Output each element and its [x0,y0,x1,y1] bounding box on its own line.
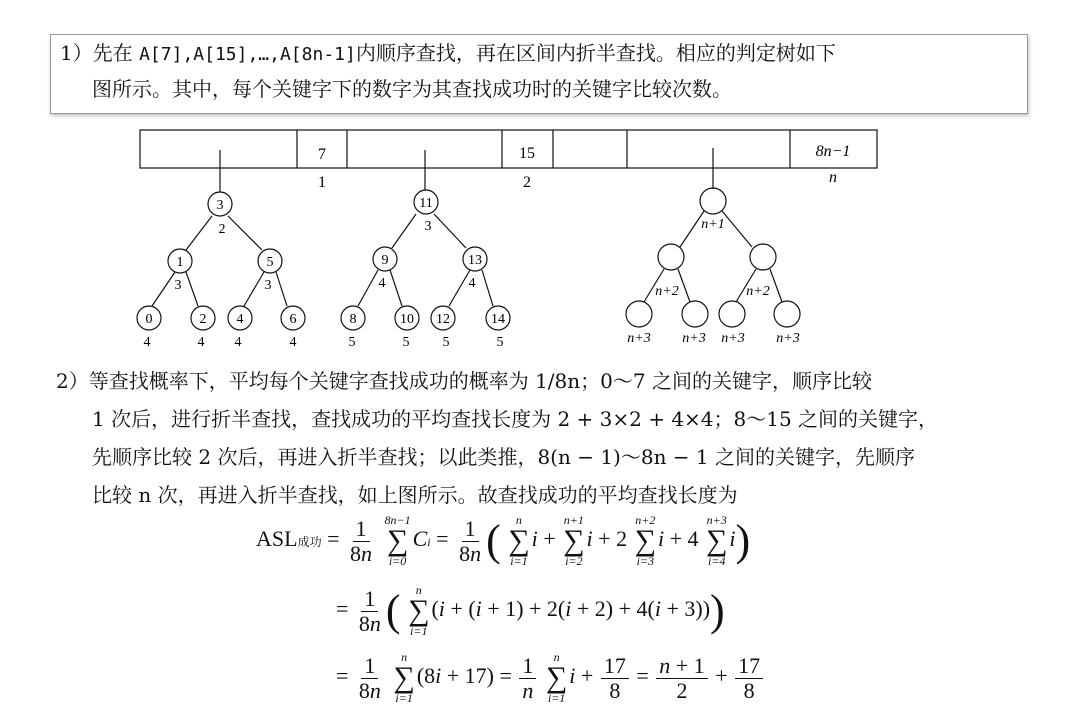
tree1-left-count: 3 [174,278,182,293]
tree2-leaf-count-1: 5 [402,335,410,350]
tree3-right-count: n+2 [746,284,770,299]
tree3-leaf-count-3: n+3 [776,331,800,346]
part2-line2: 1 次后，进行折半查找，查找成功的平均查找长度为 2 + 3×2 + 4×4；8～15 之间的关键字， [92,407,939,431]
array-label-15: 15 [519,145,535,162]
tree3-leaf-count-0: n+3 [627,331,651,346]
tree1-leaf-6: 6 [289,312,297,327]
part1-code: A[7],A[15],…,A[8n-1] [139,44,356,65]
tree1-leaf-2: 2 [199,312,207,327]
tree2-leaf-14: 14 [491,312,505,327]
tree1-right-count: 3 [264,278,272,293]
tree3-left-count: n+2 [655,284,679,299]
array-below-1: 1 [318,174,326,191]
part1-line1 [60,38,836,70]
tree-3 [626,188,800,327]
tree2-leaf-10: 10 [400,312,414,327]
part2-line3: 先顺序比较 2 次后，再进入折半查找；以此类推，8(n − 1)～8n − 1 之间的关键字，先顺序 [92,445,916,469]
array-below-n: n [829,169,837,186]
tree1-leaf-count-1: 4 [197,335,205,350]
part1-before: 先在 [92,41,140,65]
tree2-root-key: 11 [419,196,433,211]
part2-line1: 2）等查找概率下，平均每个关键字查找成功的概率为 1/8n；0～7 之间的关键字，顺序比较 [56,369,872,393]
tree2-left-key: 9 [381,253,389,268]
tree1-leaf-0: 0 [145,312,153,327]
array-label-7: 7 [318,146,326,163]
tree2-right-key: 13 [468,253,482,268]
part2-line4: 比较 n 次，再进入折半查找，如上图所示。故查找成功的平均查找长度为 [92,483,738,507]
part1-after: 内顺序查找，再在区间内折半查找。相应的判定树如下 [355,41,836,65]
tree1-root-count: 2 [218,222,226,237]
tree-2 [341,190,510,330]
tree1-leaf-4: 4 [236,312,244,327]
tree1-left-key: 1 [176,255,184,270]
tree1-leaf-count-2: 4 [234,335,242,350]
tree2-right-count: 4 [468,276,476,291]
array-below-2: 2 [523,174,531,191]
tree2-leaf-count-0: 5 [348,335,356,350]
tree1-right-key: 5 [266,255,274,270]
part1-number: 1） [60,41,93,65]
tree2-leaf-count-2: 5 [442,335,450,350]
tree1-leaf-count-0: 4 [143,335,151,350]
tree3-leaf-count-2: n+3 [721,331,745,346]
part1-line2: 图所示。其中，每个关键字下的数字为其查找成功时的关键字比较次数。 [92,77,732,101]
tree2-leaf-count-3: 5 [496,335,504,350]
tree3-root-count: n+1 [701,217,725,232]
tree2-leaf-12: 12 [436,312,450,327]
tree3-leaf-count-1: n+3 [682,331,706,346]
tree2-leaf-8: 8 [349,312,357,327]
asl-subscript: 成功 [297,535,322,550]
tree2-root-count: 3 [424,219,432,234]
asl-formula-line2: = $\frac{1}{8n}$ ( n ∑ i=1 (i + (i + 1) + 2(i + 2) + 4(i + 3))) [336,583,725,638]
array-bar [140,130,877,168]
tree1-root-key: 3 [216,198,224,213]
bar-connectors [220,148,713,192]
array-label-8n-1: 8n−1 [815,143,851,160]
tree2-left-count: 4 [378,276,386,291]
asl-formula-line3: = $\frac{1}{8n}$ n ∑ i=1 (8i + 17) = $\frac{1}{n}$ n ∑ i=1 i + $\frac{17}{8}$ = $\frac{n + 1}{2}$ + $\frac{17}{8}$ [336,651,765,705]
tree1-leaf-count-3: 4 [289,335,297,350]
asl-symbol: ASL [256,526,298,552]
asl-formula-line1: ASL成功 = $\frac{1}{8n}$ 8n−1 ∑ i=0 Ci = $\frac{1}{8n}$ ( n ∑ i=1 i + n+1 ∑ i=2 i + 2 n+2 ∑ i=3 i + 4 n+3 ∑ i=4 i) [256,513,751,568]
